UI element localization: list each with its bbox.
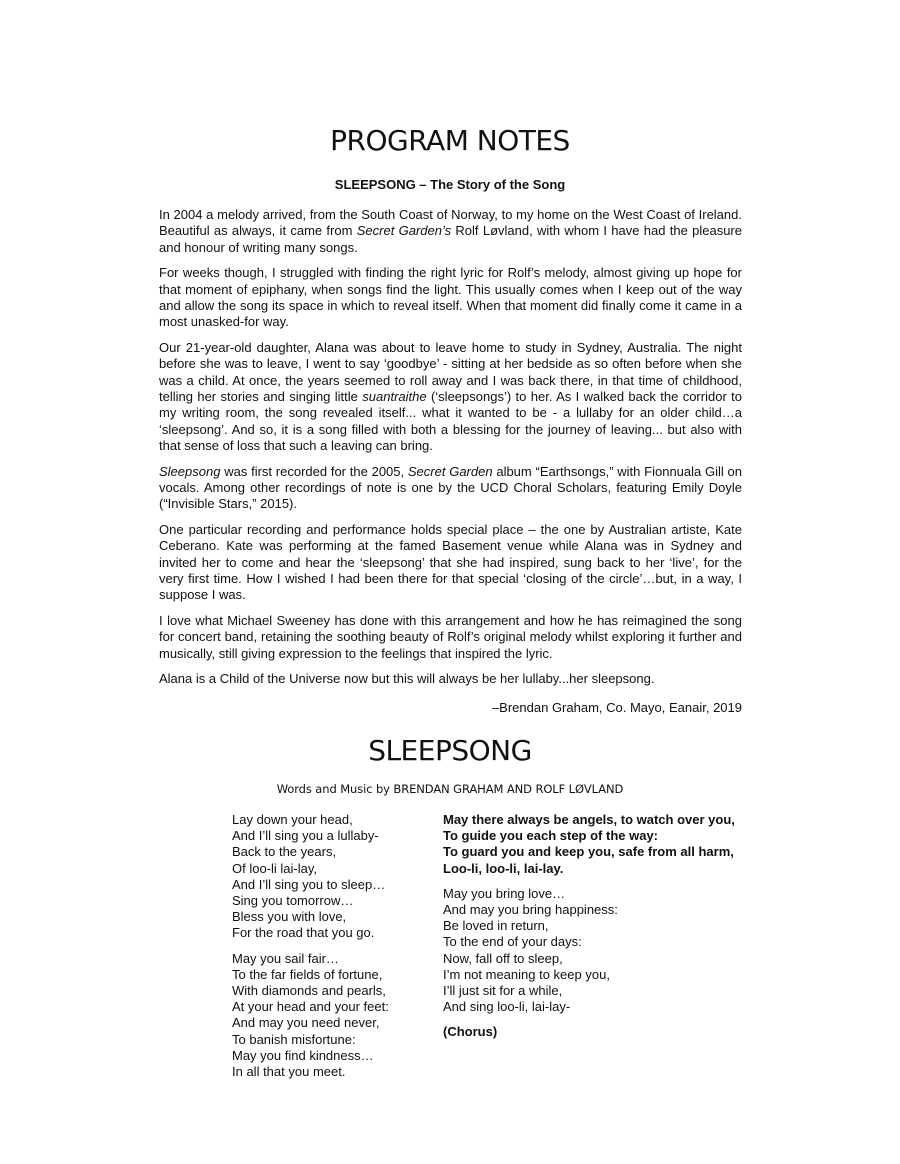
- lyric-line: Of loo-li lai-lay,: [232, 860, 318, 876]
- lyric-line: And may you bring happiness:: [443, 902, 618, 918]
- notes-paragraph-1: [159, 207, 742, 256]
- lyric-line: To the far fields of fortune,: [232, 966, 383, 982]
- story-subtitle: SLEEPSONG – The Story of the Song: [334, 177, 566, 192]
- song-title: SLEEPSONG: [368, 734, 532, 767]
- lyrics-chorus: [443, 812, 753, 877]
- lyric-line: Bless you with love,: [232, 909, 347, 925]
- lyric-line: At your head and your feet:: [232, 999, 389, 1015]
- lyric-line: And may you need never,: [232, 1015, 380, 1031]
- lyric-line: For the road that you go.: [232, 925, 375, 941]
- chorus-line: Loo-li, loo-li, lai-lay.: [443, 860, 564, 876]
- lyric-line: I’m not meaning to keep you,: [443, 966, 610, 982]
- lyric-line: In all that you meet.: [232, 1064, 346, 1080]
- program-notes-body: [159, 207, 742, 726]
- notes-paragraph-4-italic-2: Secret Garden: [407, 463, 493, 479]
- lyric-line: And I’ll sing you a lullaby-: [232, 828, 379, 844]
- lyric-line: I’ll just sit for a while,: [443, 983, 563, 999]
- notes-paragraph-4-italic-1: Sleepsong: [159, 463, 221, 479]
- lyric-line: Now, fall off to sleep,: [443, 950, 563, 966]
- lyric-line: Be loved in return,: [443, 918, 549, 934]
- chorus-marker: (Chorus): [443, 1024, 498, 1040]
- lyrics-verse-3: [443, 886, 753, 1016]
- notes-paragraph-5: One particular recording and performance holds special place – the one by Australian artiste, Kate Ceberano. Kate was performing at the famed Basement venue while Alana was in Sydney and invited her to come and hear the ‘sleepsong’ that she had inspired, sung back to her ‘live’, for the very first time. How I wished I had been there for that special ‘closing of the circle’…but, in a way, I suppose I was.: [159, 522, 742, 603]
- notes-signature: –Brendan Graham, Co. Mayo, Eanair, 2019: [491, 699, 742, 715]
- lyric-line: Sing you tomorrow…: [232, 893, 354, 909]
- notes-paragraph-1-text-a: In 2004 a melody arrived, from the South Coast of Norway, to my home on the West Coast of Ireland. Beautiful as always, it came from: [159, 207, 742, 239]
- notes-paragraph-4: [159, 464, 742, 513]
- lyric-line: And sing loo-li, lai-lay-: [443, 999, 571, 1015]
- lyrics-left-column: [232, 812, 432, 1089]
- program-notes-title: PROGRAM NOTES: [330, 124, 570, 157]
- lyrics-verse-1: [232, 812, 432, 942]
- notes-paragraph-3: [159, 340, 742, 454]
- chorus-line: To guide you each step of the way:: [443, 828, 659, 844]
- lyric-line: Back to the years,: [232, 844, 337, 860]
- lyric-line: To the end of your days:: [443, 934, 582, 950]
- notes-paragraph-4-text-b: album “Earthsongs,” with Fionnuala Gill on vocals. Among other recordings of note is one by the UCD Choral Scholars, featuring Emily Doyle (“Invisible Stars,” 2015).: [159, 463, 742, 512]
- lyric-line: And I’ll sing you to sleep…: [232, 876, 386, 892]
- lyric-line: To banish misfortune:: [232, 1031, 356, 1047]
- notes-paragraph-7: Alana is a Child of the Universe now but this will always be her lullaby...her sleepsong.: [159, 671, 655, 687]
- lyric-line: May you find kindness…: [232, 1047, 374, 1063]
- song-credits: Words and Music by BRENDAN GRAHAM AND ROLF LØVLAND: [276, 782, 624, 796]
- chorus-line: May there always be angels, to watch over you,: [443, 812, 735, 827]
- lyrics-verse-2: [232, 951, 432, 1081]
- notes-paragraph-3-italic: suantraithe: [362, 388, 427, 404]
- notes-paragraph-6: I love what Michael Sweeney has done with this arrangement and how he has reimagined the song for concert band, retaining the soothing beauty of Rolf’s original melody whilst exploring it further and musically, still giving expression to the feelings that inspired the lyric.: [159, 613, 742, 661]
- notes-paragraph-2: For weeks though, I struggled with finding the right lyric for Rolf’s melody, almost giving up hope for that moment of epiphany, when songs find the light. This usually comes when I keep out of the way and allow the song its space in which to reveal itself. When that moment did finally come it came in a most unasked-for way.: [159, 265, 742, 330]
- notes-paragraph-3-text-a: Our 21-year-old daughter, Alana was about to leave home to study in Sydney, Australia. The night before she was to leave, I went to say ‘goodbye’ - sitting at her bedside as so often before when she was a child. At once, the years seemed to roll away and I was back there, in that time of childhood, telling her stories and singing little: [159, 340, 742, 404]
- lyric-line: May you sail fair…: [232, 950, 339, 966]
- notes-paragraph-1-text-b: Rolf Løvland, with whom I have had the pleasure and honour of writing many songs.: [159, 223, 742, 255]
- lyric-line: May you bring love…: [443, 885, 566, 901]
- notes-paragraph-3-text-b: (‘sleepsongs’) to her. As I walked back the corridor to my writing room, the song revealed itself... what it wanted to be - a lullaby for an older child…a ‘sleepsong’. And so, it is a song filled with both a blessing for the journey of leaving... but also with that sense of loss that such a leaving can bring.: [159, 388, 742, 453]
- lyrics-right-column: [443, 812, 753, 1050]
- notes-paragraph-1-italic: Secret Garden’s: [356, 223, 452, 239]
- lyric-line: Lay down your head,: [232, 812, 353, 827]
- lyric-line: With diamonds and pearls,: [232, 983, 386, 999]
- chorus-line: To guard you and keep you, safe from all harm,: [443, 844, 734, 860]
- notes-paragraph-4-text-a: was first recorded for the 2005,: [220, 463, 408, 479]
